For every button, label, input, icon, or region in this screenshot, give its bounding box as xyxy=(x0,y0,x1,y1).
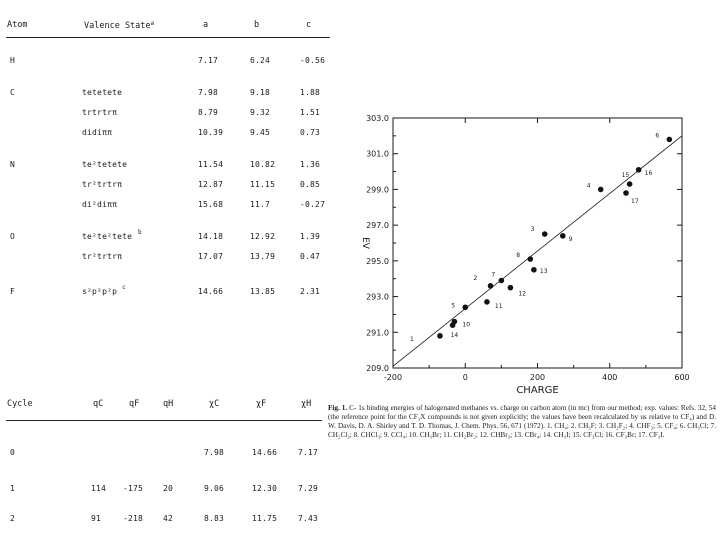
cell-b: 13.79 xyxy=(250,252,276,261)
cell-c: 1.51 xyxy=(300,108,321,117)
cell-footnote-mark: c xyxy=(122,284,126,291)
col-header-b: b xyxy=(254,20,260,30)
y-tick-label: 303.0 xyxy=(366,114,389,123)
cell-xh: 7.17 xyxy=(298,448,319,457)
cell-c: 0.85 xyxy=(300,180,321,189)
cell-c: 0.47 xyxy=(300,252,321,261)
data-point xyxy=(484,299,490,305)
header-footnote-mark: a xyxy=(150,20,155,27)
point-label: 8 xyxy=(516,252,521,260)
cell-valence-state: trtrtrπ xyxy=(82,108,118,117)
cell-b: 9.18 xyxy=(250,88,271,97)
cell-atom: F xyxy=(10,287,16,296)
col-header-c: c xyxy=(306,20,312,30)
cell-xh: 7.43 xyxy=(298,514,319,523)
cell-xc: 8.83 xyxy=(204,514,225,523)
cell-cycle: 0 xyxy=(10,448,16,457)
cell-b: 9.45 xyxy=(250,128,271,137)
point-label: 11 xyxy=(494,302,503,310)
y-tick-label: 301.0 xyxy=(366,149,389,159)
point-label: 13 xyxy=(539,267,548,275)
cell-valence-state: te²tetete xyxy=(82,160,128,169)
data-point xyxy=(542,231,548,237)
y-tick-label: 291.0 xyxy=(366,328,389,338)
col-header-xf: χF xyxy=(256,399,267,409)
y-tick-label: 295.0 xyxy=(366,256,389,266)
cell-valence-state: didiππ xyxy=(82,128,113,137)
cell-c: -0.27 xyxy=(300,200,326,209)
cell-c: 0.73 xyxy=(300,128,321,137)
point-label: 1 xyxy=(409,335,414,343)
cell-b: 13.85 xyxy=(250,287,276,296)
cell-valence-state: tetetete xyxy=(82,88,123,97)
cell-a: 12.87 xyxy=(198,180,224,189)
cell-qh: 42 xyxy=(163,514,174,523)
cell-xf: 11.75 xyxy=(252,514,278,523)
cell-qc: 114 xyxy=(91,484,107,493)
cell-a: 7.98 xyxy=(198,88,219,97)
point-label: 15 xyxy=(621,172,630,180)
data-point xyxy=(667,137,673,143)
point-label: 6 xyxy=(655,132,660,140)
cell-b: 11.7 xyxy=(250,200,271,209)
cell-atom: C xyxy=(10,88,16,97)
data-point xyxy=(560,233,566,239)
point-label: 5 xyxy=(451,302,456,310)
data-point xyxy=(636,167,642,173)
point-label: 3 xyxy=(530,226,535,234)
cell-qf: -218 xyxy=(123,514,144,523)
cell-xh: 7.29 xyxy=(298,484,319,493)
col-header-qc: qC xyxy=(93,399,104,409)
cell-b: 11.15 xyxy=(250,180,276,189)
y-tick-label: 297.0 xyxy=(366,221,389,231)
y-tick-label: 209.0 xyxy=(366,364,389,373)
cell-cycle: 1 xyxy=(10,484,16,493)
cell-a: 11.54 xyxy=(198,160,224,169)
cell-qh: 20 xyxy=(163,484,174,493)
cell-xf: 14.66 xyxy=(252,448,278,457)
cell-qf: -175 xyxy=(123,484,144,493)
cell-a: 10.39 xyxy=(198,128,224,137)
cell-a: 8.79 xyxy=(198,108,219,117)
cell-b: 6.24 xyxy=(250,56,271,65)
cell-c: 1.88 xyxy=(300,88,321,97)
point-label: 14 xyxy=(450,332,459,340)
point-label: 17 xyxy=(631,198,639,205)
figure-caption xyxy=(328,404,716,440)
cell-a: 14.66 xyxy=(198,287,224,296)
cell-c: 2.31 xyxy=(300,287,321,296)
data-point xyxy=(499,278,505,284)
col-header-xh: χH xyxy=(301,399,312,409)
point-label: 12 xyxy=(518,290,527,298)
cell-xf: 12.30 xyxy=(252,484,278,493)
data-point xyxy=(450,322,456,328)
caption-lead: Fig. 1. xyxy=(328,404,348,412)
data-point xyxy=(627,181,633,187)
data-point xyxy=(531,267,537,273)
caption-text: C- 1s binding energies of halogenated methanes vs. charge on carbon atom (in mc) from our method; exp. values: Refs. 32, 54 (the reference point for the CF₃X compounds is not given explicitly; the values have been recalculated by us relative to CF₄) and D. W. Davis, D. A. Shirley and T. D. Thomas, J. Chem. Phys. 56, 671 (1972). 1. CH₄; 2. CH₃F; 3. CH₂F₂; 4. CHF₃; 5. CF₄; 6. CH₃Cl; 7. CH₂Cl₂; 8. CHCl₃; 9. CCl₄; 10. CH₃Br; 11. CH₂Br₂; 12. CHBr₃; 13. CBr₄; 14. CH₃I; 15. CF₃Cl; 16. CF₃Br; 17. CF₃I. xyxy=(328,404,716,440)
col-header-qh: qH xyxy=(163,399,174,409)
x-tick-label: 200 xyxy=(529,373,546,382)
col-header-qf: qF xyxy=(129,399,140,409)
cell-a: 7.17 xyxy=(198,56,219,65)
y-tick-label: 299.0 xyxy=(366,185,389,195)
cell-xc: 9.06 xyxy=(204,484,225,493)
cell-a: 17.07 xyxy=(198,252,224,261)
y-tick-label: 293.0 xyxy=(366,292,389,302)
data-point xyxy=(527,256,533,262)
cell-atom: O xyxy=(10,232,16,241)
cell-b: 10.82 xyxy=(250,160,276,169)
cell-valence-state: tr²trtrπ xyxy=(82,252,123,261)
point-label: 2 xyxy=(473,274,478,282)
data-point xyxy=(437,333,443,339)
point-label: 9 xyxy=(568,235,573,243)
x-tick-label: 0 xyxy=(462,373,468,382)
x-axis-label: CHARGE xyxy=(516,385,559,396)
cell-a: 14.18 xyxy=(198,232,224,241)
cell-c: 1.36 xyxy=(300,160,321,169)
point-label: 7 xyxy=(491,271,496,279)
data-point xyxy=(623,190,629,196)
cell-qc: 91 xyxy=(91,514,102,523)
point-label: 4 xyxy=(586,182,591,190)
cell-valence-state: di²diππ xyxy=(82,200,118,209)
cell-c: 1.39 xyxy=(300,232,321,241)
data-point xyxy=(488,283,494,289)
col-header-xc: χC xyxy=(209,399,220,409)
point-label: 10 xyxy=(462,321,471,329)
data-point xyxy=(462,304,468,310)
data-point xyxy=(598,187,604,193)
cell-valence-state: s²p²p²p xyxy=(82,287,118,296)
plot-frame xyxy=(393,118,682,368)
cell-b: 12.92 xyxy=(250,232,276,241)
x-tick-label: -200 xyxy=(383,373,403,382)
y-axis-label: EV xyxy=(360,237,370,249)
cell-valence-state: te²te²tete xyxy=(82,232,133,241)
x-tick-label: 600 xyxy=(674,373,690,382)
point-label: 16 xyxy=(644,169,653,177)
cell-atom: N xyxy=(10,160,16,169)
cell-valence-state: tr²trtrπ xyxy=(82,180,123,189)
cell-b: 9.32 xyxy=(250,108,271,117)
col-header-cycle: Cycle xyxy=(7,399,33,409)
col-header-valence-state: Valence State$^a$ xyxy=(84,20,155,31)
col-header-a: a xyxy=(203,20,209,30)
cell-cycle: 2 xyxy=(10,514,16,523)
cell-a: 15.68 xyxy=(198,200,224,209)
cell-footnote-mark: b xyxy=(138,229,142,236)
data-point xyxy=(508,285,514,291)
cell-c: -0.56 xyxy=(300,56,326,65)
col-header-atom: Atom xyxy=(7,20,28,30)
cell-xc: 7.98 xyxy=(204,448,225,457)
x-tick-label: 400 xyxy=(602,373,618,382)
cell-atom: H xyxy=(10,56,16,65)
